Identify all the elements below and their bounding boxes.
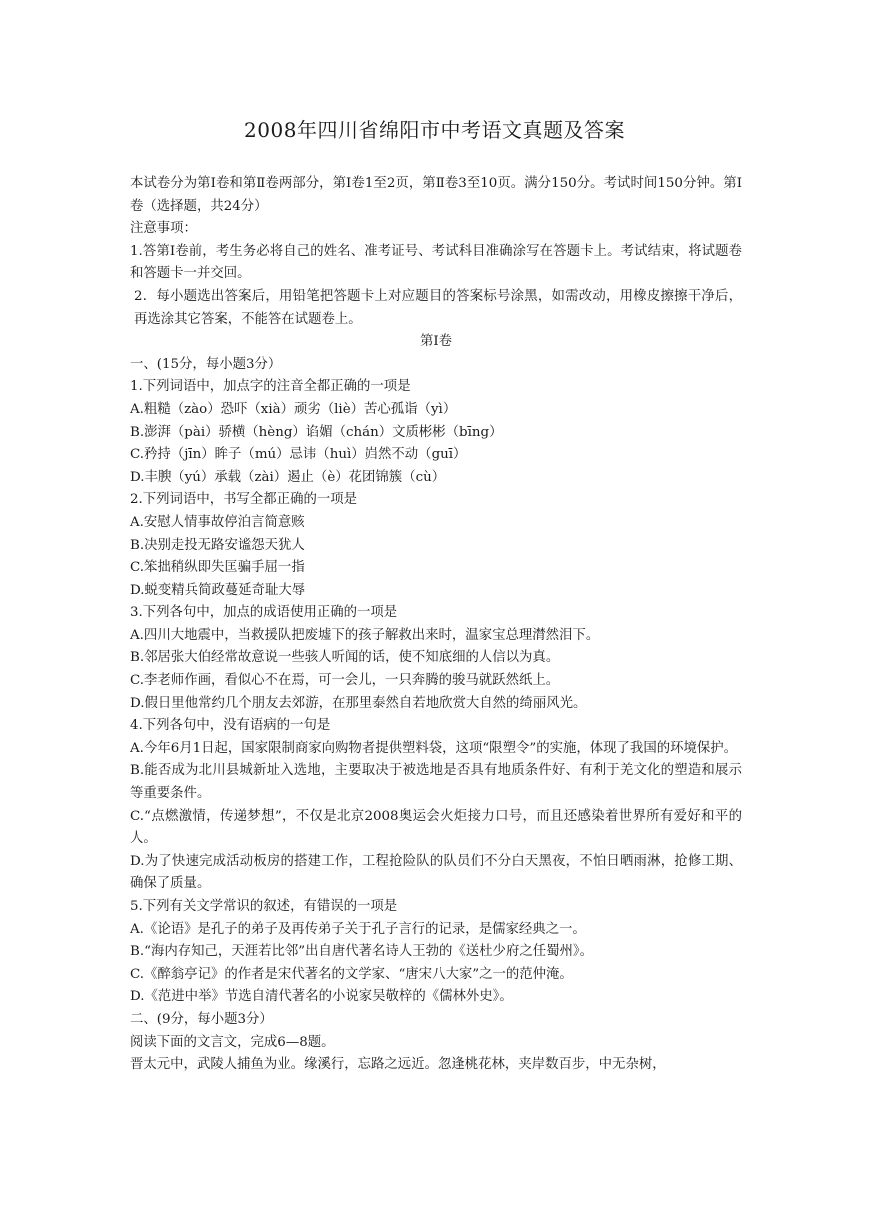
- notice-heading: 注意事项：: [130, 221, 197, 237]
- question-1-option-c: C.矜持（jīn）眸子（mú）忌讳（huì）岿然不动（guī）: [130, 447, 467, 463]
- volume-heading: 第Ⅰ卷: [419, 334, 453, 350]
- question-1-option-a: A.粗糙（zào）恐吓（xià）顽劣（liè）苦心孤诣（yì）: [130, 401, 457, 417]
- question-5-option-d: D.《范进中举》节选自清代著名的小说家吴敬梓的《儒林外史》。: [130, 989, 513, 1005]
- reading-instruction: 阅读下面的文言文，完成6—8题。: [130, 1034, 335, 1050]
- question-3-option-b: B.邻居张大伯经常故意说一些骇人听闻的话，使不知底细的人信以为真。: [130, 650, 560, 666]
- question-3-option-d: D.假日里他常约几个朋友去郊游，在那里泰然自若地欣赏大自然的绮丽风光。: [130, 695, 587, 711]
- question-2-stem: 2.下列词语中，书写全都正确的一项是: [130, 492, 358, 508]
- document-body: [130, 173, 742, 1077]
- question-5-option-c: C.《醉翁亭记》的作者是宋代著名的文学家、“唐宋八大家”之一的范仲淹。: [130, 966, 573, 982]
- question-4-option-d: D.为了快速完成活动板房的搭建工作，工程抢险队的队员们不分白天黑夜，不怕日晒雨淋，抢修工期、确保了质量。: [130, 853, 742, 892]
- document-title: 2008年四川省绵阳市中考语文真题及答案: [244, 118, 625, 142]
- intro-paragraph: 本试卷分为第Ⅰ卷和第Ⅱ卷两部分，第Ⅰ卷1至2页，第Ⅱ卷3至10页。满分150分。考试时间150分钟。第Ⅰ卷（选择题，共24分）: [130, 176, 742, 214]
- question-2-option-c: C.笨拙稍纵即失匡骗手屈一指: [130, 560, 305, 576]
- question-5-stem: 5.下列有关文学常识的叙述，有错误的一项是: [130, 899, 398, 914]
- section-2-heading: 二、(9分，每小题3分）: [130, 1011, 273, 1027]
- question-1-stem: 1.下列词语中，加点字的注音全都正确的一项是: [130, 379, 411, 395]
- classical-passage-start: 晋太元中，武陵人捕鱼为业。缘溪行，忘路之远近。忽逢桃花林，夹岸数百步，中无杂树，: [130, 1057, 666, 1073]
- section-1-heading: 一、(15分，每小题3分）: [130, 356, 282, 372]
- question-4-option-c: C.“点燃激情，传递梦想”，不仅是北京2008奥运会火炬接力口号，而且还感染着世界所有爱好和平的人。: [130, 808, 742, 847]
- question-2-option-b: B.决别走投无路安谧怨天犹人: [130, 537, 305, 553]
- question-5-option-a: A.《论语》是孔子的弟子及再传弟子关于孔子言行的记录，是儒家经典之一。: [130, 921, 586, 937]
- question-3-stem: 3.下列各句中，加点的成语使用正确的一项是: [130, 605, 398, 621]
- question-5-option-b: B.“海内存知己，天涯若比邻”出自唐代著名诗人王勃的《送杜少府之任蜀州》。: [130, 944, 593, 960]
- question-4-stem: 4.下列各句中，没有语病的一句是: [130, 718, 331, 734]
- question-1-option-b: B.澎湃（pài）骄横（hèng）谄媚（chán）文质彬彬（bīng）: [130, 424, 503, 440]
- notice-item-2: 2．每小题选出答案后，用铅笔把答题卡上对应题目的答案标号涂黑，如需改动，用橡皮擦擦干净后，再选涂其它答案，不能答在试题卷上。: [134, 288, 742, 327]
- question-4-option-b: B.能否成为北川县城新址入选地，主要取决于被选地是否具有地质条件好、有利于羌文化的塑造和展示等重要条件。: [130, 763, 742, 802]
- question-1-option-d: D.丰腴（yú）承载（zài）遏止（è）花团锦簇（cù）: [130, 469, 446, 485]
- question-3-option-c: C.李老师作画，看似心不在焉，可一会儿，一只奔腾的骏马就跃然纸上。: [130, 673, 560, 689]
- question-4-option-a: A.今年6月1日起，国家限制商家向购物者提供塑料袋，这项“限塑令”的实施，体现了我国的环境保护。: [130, 740, 738, 756]
- question-2-option-d: D.蜕变精兵简政蔓延奇耻大辱: [130, 582, 306, 598]
- notice-item-1: 1.答第Ⅰ卷前，考生务必将自己的姓名、准考证号、考试科目准确涂写在答题卡上。考试结束，将试题卷和答题卡一并交回。: [130, 243, 742, 282]
- question-3-option-a: A.四川大地震中，当救援队把废墟下的孩子解救出来时，温家宝总理潸然泪下。: [130, 627, 600, 643]
- question-2-option-a: A.安慰人情事故停泊言简意赅: [130, 514, 305, 530]
